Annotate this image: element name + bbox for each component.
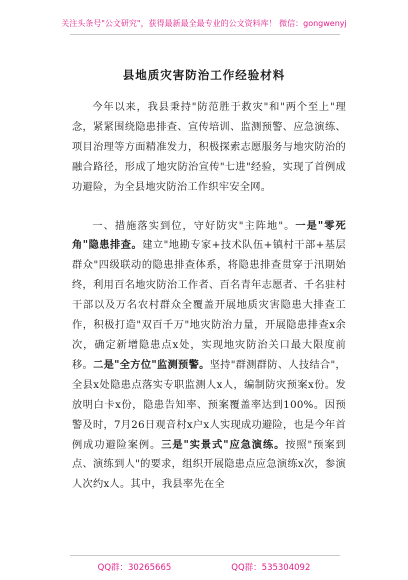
footer-qq-2: QQ群：535304092: [231, 563, 311, 573]
footer: [0, 561, 408, 573]
footer-divider: [70, 555, 340, 556]
document-title: 县地质灾害防治工作经验材料: [122, 68, 286, 82]
footer-qq-1: QQ群：30265665: [97, 563, 172, 573]
point-text-1: 建立"地勘专家+技术队伍+镇村干部+基层群众"四级联动的隐患排查体系，将隐患排查贯穿于汛期始终，利用百名地灾防治工作者、百名青年志愿者、千名驻村干部以及万名农村群众全覆盖开展地质灾害隐患大排查工作，积极打造"双百千万"地灾防治力量，开展隐患排查x余次，确定新增隐患点x处，实现地灾防治关口最大限度前移。: [72, 240, 346, 371]
header-divider: [70, 34, 340, 35]
paragraph-intro: 今年以来，我县秉持"防范胜于救灾"和"两个至上"理念，紧紧围绕隐患排查、宣传培训、监测预警、应急演练、项目治理等方面精准发力，积极探索志愿服务与地灾防治的融合路径，形成了地灾防治宣传"七进"经验，实现了首例成功避险，为全县地灾防治工作织牢安全网。: [72, 102, 346, 193]
document-body: [72, 98, 346, 495]
section-heading: 一、措施落实到位，守好防灾"主阵地"。: [92, 220, 296, 232]
point-heading-1: 一是"零死角"隐患排查。: [72, 220, 346, 252]
point-text-2: 坚持"群测群防、人技结合"，全县x处隐患点落实专职监测人x人，编制防灾预案x份。发放明白卡x份，隐患告知率、预案覆盖率达到100%。因预警及时，7月26日观音村x户x人实现成功避险，也是今年首例成功避险案例。: [72, 359, 346, 451]
paragraph-measures: [72, 217, 346, 496]
point-heading-2: 二是"全方位"监测预警。: [93, 359, 210, 371]
point-text-3: 按照"预案到点、演练到人"的要求，组织开展隐患点应急演练x次，参演人次约x人。其中，我县率先在全: [72, 439, 346, 491]
header-note: 关注头条号"公文研究"，获得最新最全最专业的公文资料库！ 微信：gongwenyj: [61, 19, 347, 28]
point-heading-3: 三是"实景式"应急演练。: [161, 439, 286, 451]
